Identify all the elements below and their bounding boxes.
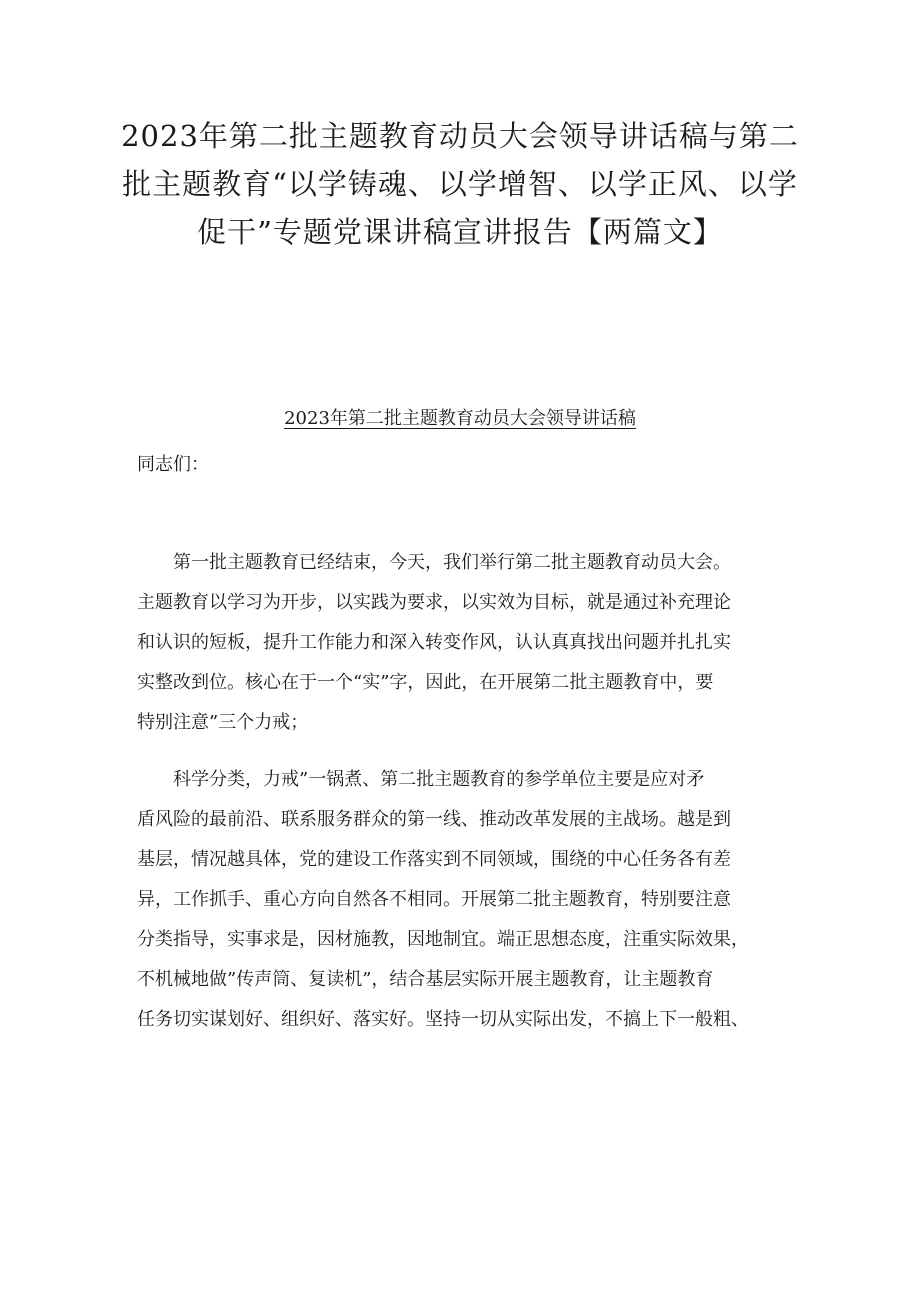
paragraph-line: 实整改到位。核心在于一个“实”字，因此，在开展第二批主题教育中，要	[137, 672, 714, 693]
paragraph-line: 异，工作抓手、重心方向自然各不相同。开展第二批主题教育，特别要注意	[137, 889, 731, 910]
document-title	[120, 112, 800, 256]
document-title-line: 2023年第二批主题教育动员大会领导讲话稿与第二	[121, 119, 799, 153]
paragraph-line: 盾风险的最前沿、联系服务群众的第一线、推动改革发展的主战场。越是到	[137, 809, 731, 830]
paragraph-line: 特别注意”三个力戒；	[137, 712, 309, 733]
paragraph-line: 不机械地做”传声筒、复读机”，结合基层实际开展主题教育，让主题教育	[137, 969, 714, 990]
paragraph-line: 和认识的短板，提升工作能力和深入转变作风，认认真真找出问题并扎扎实	[137, 632, 731, 653]
paragraph-line: 科学分类，力戒”一锅煮、第二批主题教育的参学单位主要是应对矛	[173, 769, 705, 790]
salutation: 同志们：	[137, 454, 209, 475]
section-title-text: 2023年第二批主题教育动员大会领导讲话稿	[284, 408, 636, 429]
paragraph-line: 基层，情况越具体，党的建设工作落实到不同领域，围绕的中心任务各有差	[137, 849, 731, 870]
body-paragraph	[137, 543, 797, 743]
document-title-line: 促干”专题党课讲稿宣讲报告【两篇文】	[197, 215, 723, 249]
paragraph-line: 主题教育以学习为开步，以实践为要求，以实效为目标，就是通过补充理论	[137, 592, 731, 613]
section-title	[0, 404, 920, 434]
paragraph-line: 分类指导，实事求是，因材施教，因地制宜。端正思想态度，注重实际效果，	[137, 929, 749, 950]
paragraph-line: 第一批主题教育已经结束，今天，我们举行第二批主题教育动员大会。	[173, 552, 731, 573]
document-title-line: 批主题教育“以学铸魂、以学增智、以学正风、以学	[122, 167, 798, 201]
body-paragraph	[137, 760, 797, 1040]
paragraph-line: 任务切实谋划好、组织好、落实好。坚持一切从实际出发，不搞上下一般粗、	[137, 1009, 749, 1030]
